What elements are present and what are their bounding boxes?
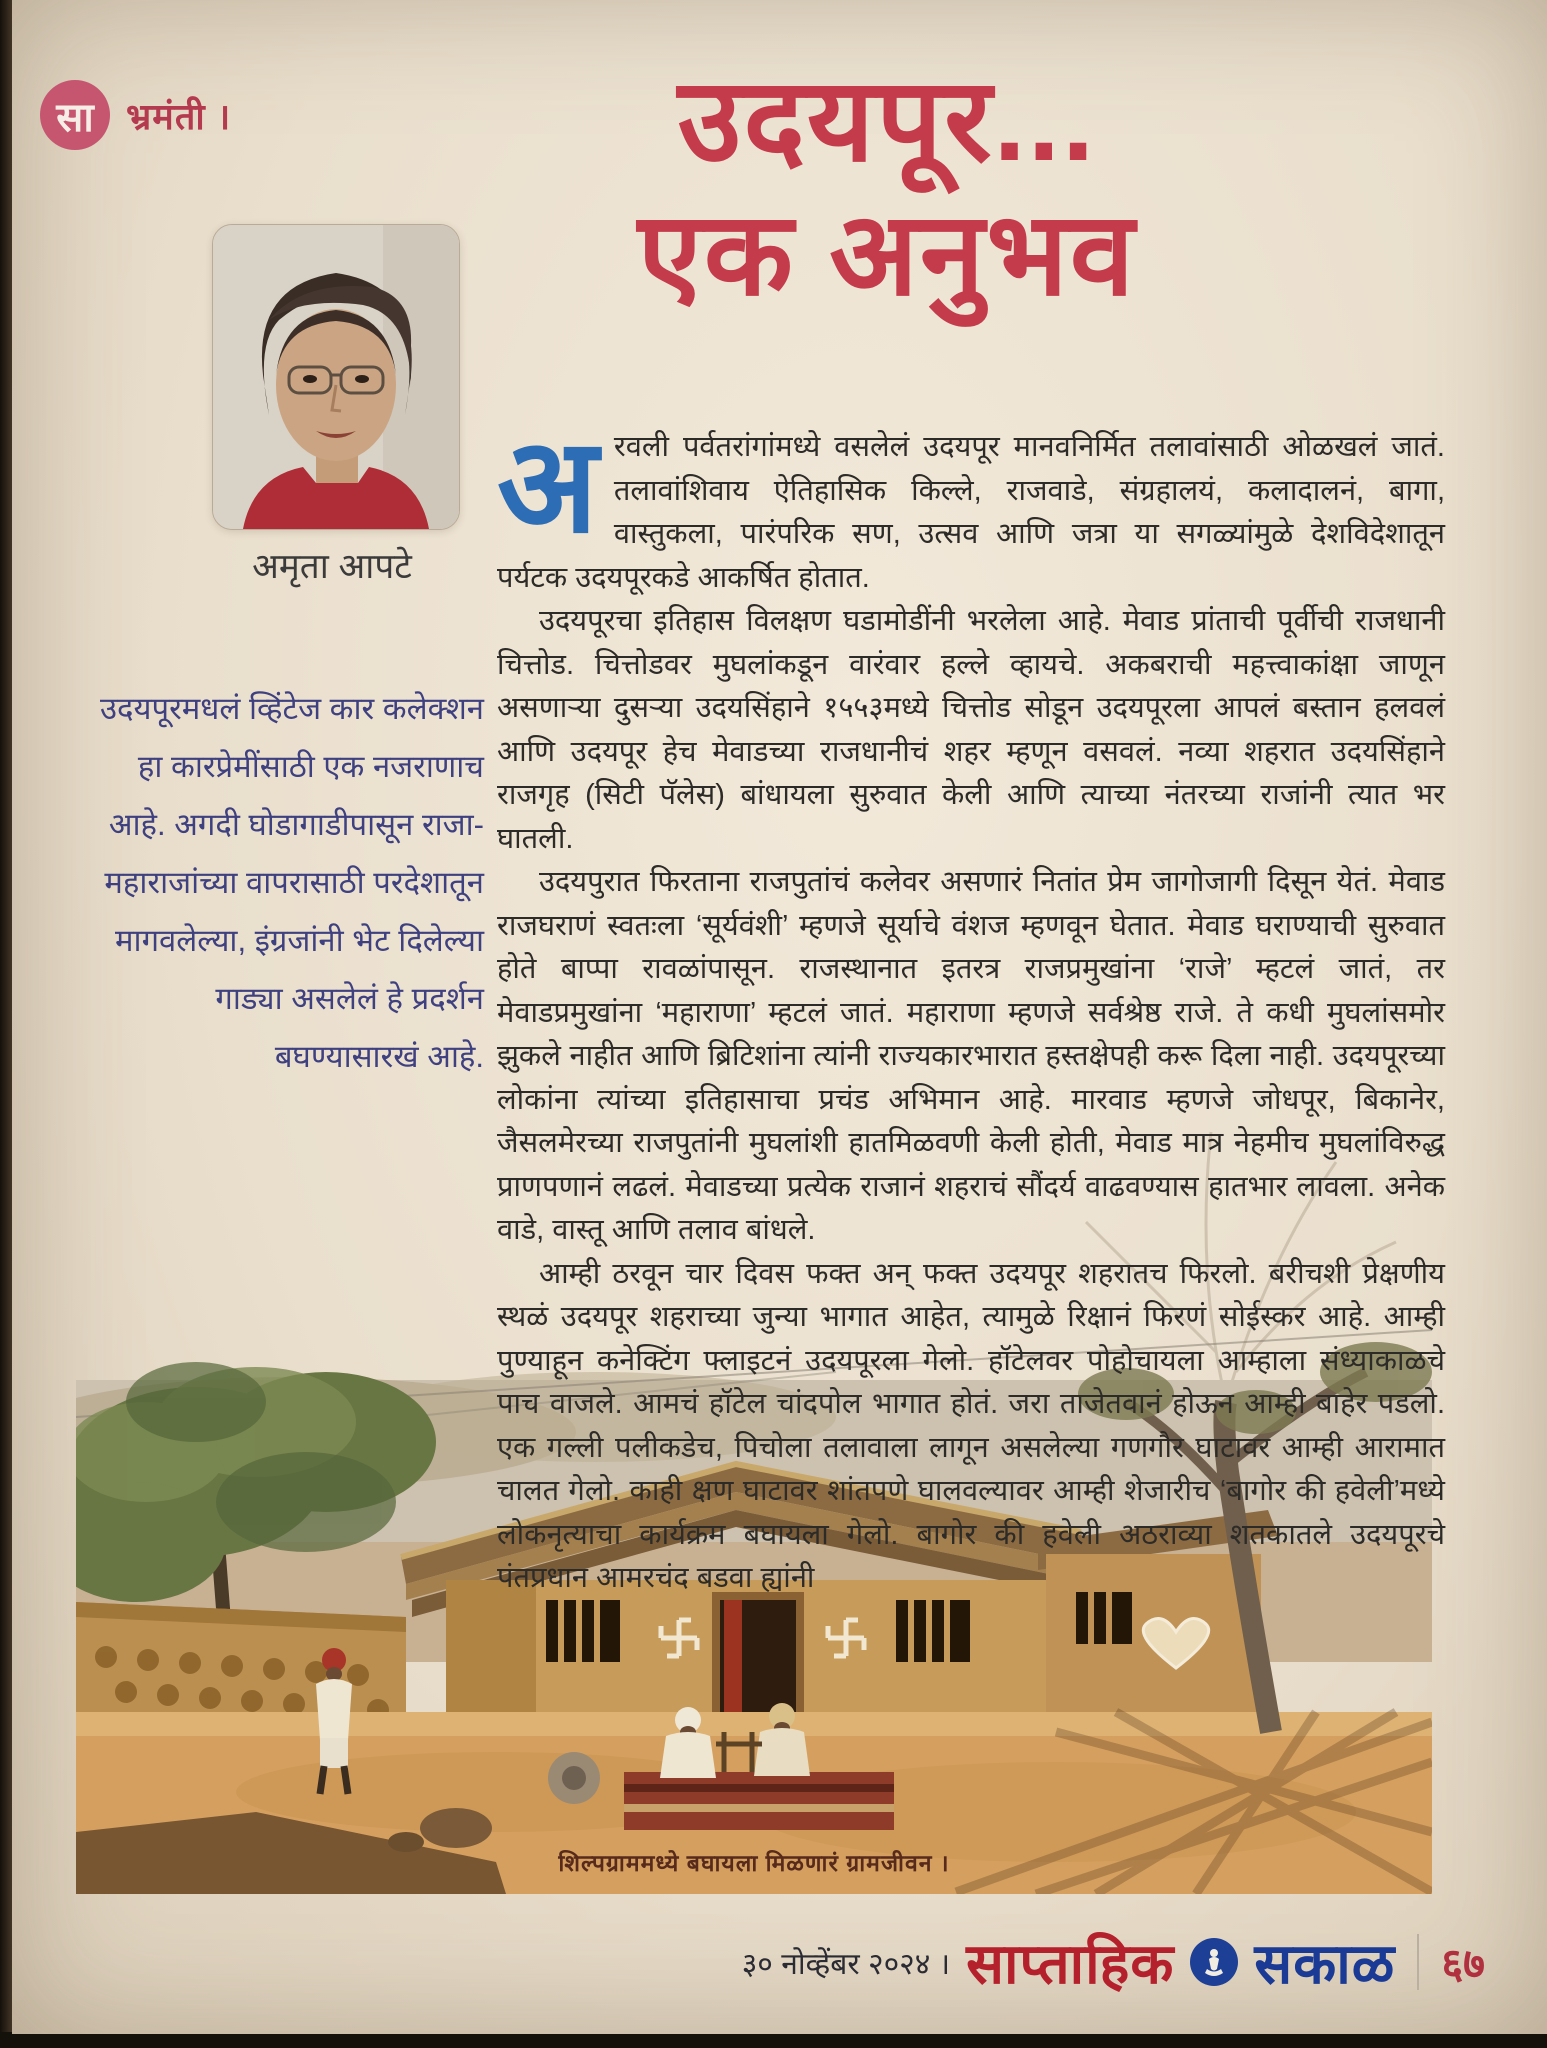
footer: [742, 1924, 1485, 2000]
footer-date: ३० नोव्हेंबर २०२४ ।: [741, 1947, 951, 1981]
photo-caption: शिल्पग्राममध्ये बघायला मिळणारं ग्रामजीवन ।: [558, 1850, 950, 1876]
paragraph-4: आम्ही ठरवून चार दिवस फक्त अन् फक्त उदयपूर शहरातच फिरलो. बरीचशी प्रेक्षणीय स्थळं उदयपूर शहराच्या जुन्या भागात आहेत, त्यामुळे रिक्षानं फिरणं सोईस्कर आहे. आम्ही पुण्याहून कनेक्टिंग फ्लाइटनं उदयपूरला गेलो. हॉटेलवर पोहोचायला आम्हाला संध्याकाळचे पाच वाजले. आमचं हॉटेल चांदपोल भागात होतं. जरा ताजेतवानं होऊन आम्ही बाहेर पडलो. एक गल्ली पलीकडेच, पिचोला तलावाला लागून असलेल्या गणगौर घाटावर आम्ही आरामात चालत गेलो. काही क्षण घाटावर शांतपणे घालवल्यावर आम्ही शेजारीच ‘बागोर की हवेली’मध्ये लोकनृत्याचा कार्यक्रम बघायला गेलो. बागोर की हवेली अठराव्या शतकातले उदयपूरचे पंतप्रधान आमरचंद बडवा ह्यांनी: [497, 1257, 1445, 1594]
masthead-logo-text: सा: [56, 95, 94, 140]
page-bottom-edge: [0, 2032, 1547, 2048]
footer-brand-saptahik: साप्ताहिक: [966, 1932, 1175, 1995]
sakal-logo-icon: [1190, 1938, 1238, 1986]
author-name: अमृता आपटे: [252, 547, 412, 586]
paragraph-1: [497, 412, 1445, 600]
paper: [12, 0, 1547, 2034]
paragraph-3: उदयपुरात फिरताना राजपुतांचं कलेवर असणारं नितांत प्रेम जागोजागी दिसून येतं. मेवाड राजघराणं स्वतःला ‘सूर्यवंशी’ म्हणजे सूर्याचे वंशज म्हणवून घेतात. मेवाड घराण्याची सुरुवात होते बाप्पा रावळांपासून. राजस्थानात इतरत्र राजप्रमुखांना ‘राजे’ म्हटलं जातं, तर मेवाडप्रमुखांना ‘महाराणा’ म्हटलं जातं. महाराणा म्हणजे सर्वश्रेष्ठ राजे. ते कधी मुघलांसमोर झुकले नाहीत आणि ब्रिटिशांना त्यांनी राज्यकारभारात हस्तक्षेपही करू दिला नाही. उदयपूरच्या लोकांना त्यांच्या इतिहासाचा प्रचंड अभिमान आहे. मारवाड म्हणजे जोधपूर, बिकानेर, जैसलमेरच्या राजपुतांनी मुघलांशी हातमिळवणी केली होती, मेवाड मात्र नेहमीच मुघलांविरुद्ध प्राणपणानं लढलं. मेवाडच्या प्रत्येक राजानं शहराचं सौंदर्य वाढवण्यास हातभार लावला. अनेक वाडे, वास्तू आणि तलाव बांधले.: [497, 866, 1445, 1246]
article-title: [367, 56, 1407, 320]
page-number: ६७: [1441, 1939, 1485, 1987]
title-line-2: एक अनुभव: [637, 188, 1137, 319]
footer-brand-sakal: सकाळ: [1254, 1932, 1396, 1995]
saptahik-sakal-logo: [40, 80, 110, 150]
paragraph-1-text: रवली पर्वतरांगांमध्ये वसलेलं उदयपूर मानवनिर्मित तलावांसाठी ओळखलं जातं. तलावांशिवाय ऐतिहासिक किल्ले, राजवाडे, संग्रहालयं, कलादालनं, बागा, वास्तुकला, पारंपरिक सण, उत्सव आणि जत्रा या सगळ्यांमुळे देशविदेशातून पर्यटक उदयपूरकडे आकर्षित होतात.: [497, 431, 1445, 594]
author-portrait-illustration: [213, 225, 459, 529]
drop-cap: अ: [497, 412, 598, 559]
paragraph-2: उदयपूरचा इतिहास विलक्षण घडामोडींनी भरलेला आहे. मेवाड प्रांताची पूर्वीची राजधानी चित्तोड. चित्तोडवर मुघलांकडून वारंवार हल्ले व्हायचे. अकबराची महत्त्वाकांक्षा जाणून असणाऱ्या दुसऱ्या उदयसिंहाने १५५३मध्ये चित्तोड सोडून उदयपूरला आपलं बस्तान हलवलं आणि उदयपूर हेच मेवाडच्या राजधानीचं शहर म्हणून वसवलं. नव्या शहरात उदयसिंहाने राजगृह (सिटी पॅलेस) बांधायला सुरुवात केली आणि त्याच्या नंतरच्या राजांनी त्यात भर घातली.: [497, 605, 1445, 855]
author-photo: [212, 224, 460, 530]
footer-divider: [1417, 1934, 1419, 1990]
section-label: भ्रमंती ।: [126, 95, 232, 137]
article-body: [497, 412, 1445, 1601]
title-line-1: उदयपूर...: [677, 55, 1097, 185]
pull-quote: उदयपूरमधलं व्हिंटेज कार कलेक्शन हा कारप्रेमींसाठी एक नजराणाच आहे. अगदी घोडागाडीपासून राजा-महाराजांच्या वापरासाठी परदेशातून मागवलेल्या, इंग्रजांनी भेट दिलेल्या गाड्या असलेलं हे प्रदर्शन बघण्यासारखं आहे.: [100, 691, 484, 1074]
masthead: [40, 80, 231, 150]
